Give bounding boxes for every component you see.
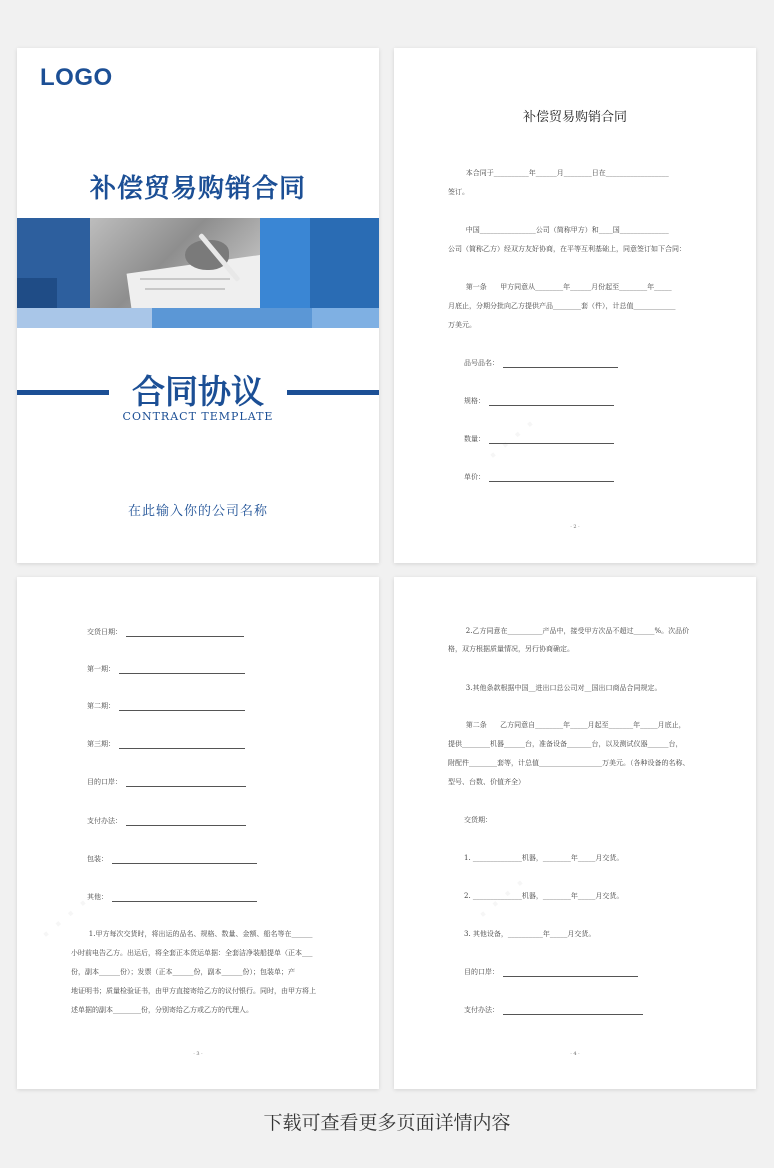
delivery-item-1: 1. ______________机器，________年_____月交货。: [464, 854, 624, 862]
field-phase-3: 第三期：: [87, 739, 245, 749]
writing-hand-photo: [90, 218, 260, 308]
footer-caption: 下载可查看更多页面详情内容: [263, 1112, 511, 1134]
cover-banner: [17, 218, 379, 328]
cover-page: [17, 48, 379, 563]
contract-page-3: [17, 577, 379, 1089]
text-line: 述单据的副本________份，分别寄给乙方或乙方的代理人。: [71, 1006, 253, 1014]
text-line: 万美元。: [448, 321, 476, 329]
field-destination-port: 目的口岸：: [87, 777, 246, 787]
text-line: 第一条 甲方同意从________年______月份起至________年_____: [448, 283, 672, 291]
text-line: 签订。: [448, 188, 469, 196]
text-line: 月底止，分期分批向乙方提供产品________套（件），计总值____________: [448, 302, 676, 310]
field-phase-2: 第二期：: [87, 701, 245, 711]
text-line: 份，副本______份）；发票（正本______份，副本______份）；包装单；产: [71, 968, 295, 976]
subtitle: 合同协议: [132, 372, 264, 411]
field-unit-price: 单价：: [464, 472, 614, 482]
text-line: 附配件________套等，计总值__________________万美元。（各种设备的名称、: [448, 759, 690, 767]
text-line: 地证明书；质量检验证书，由甲方直接寄给乙方的议付银行。同时，由甲方将上: [71, 987, 316, 995]
delivery-item-2: 2. ______________机器，________年_____月交货。: [464, 892, 624, 900]
page-number: · 4 ·: [570, 1051, 580, 1057]
field-product-name: 品号品名：: [464, 358, 618, 368]
text-line: 第二条 乙方同意自________年_____月起至_______年_____月底止，: [448, 721, 686, 729]
contract-page-2: [394, 48, 756, 563]
text-line: 1.甲方每次交货时，将出运的品名、规格、数量、金额、船名等在______: [71, 930, 313, 938]
delivery-item-3: 3. 其他设备，__________年_____月交货。: [464, 930, 596, 938]
contract-page-4: [394, 577, 756, 1089]
text-line: 提供________机器______台，准备设备_______台，以及测试仪器______台，: [448, 740, 683, 748]
cover-title: 补偿贸易购销合同: [89, 174, 306, 204]
text-line: 型号、台数、价值齐全）: [448, 778, 525, 786]
text-line: 中国________________公司（简称甲方）和____国______________: [448, 226, 669, 234]
text-line: 公司（简称乙方）经双方友好协商，在平等互利基础上，同意签订如下合同：: [448, 245, 686, 253]
text-line: 2.乙方同意在__________产品中，接受甲方次品不超过______%。次品价: [448, 627, 690, 635]
field-quantity: 数量：: [464, 434, 614, 444]
field-payment-method: 支付办法：: [464, 1005, 643, 1015]
text-line: 本合同于__________年______月________日在__________________: [448, 169, 669, 177]
text-line: 3.其他条款根据中国__进出口总公司对__国出口商品合同规定。: [448, 684, 662, 692]
page-number: · 3 ·: [193, 1051, 203, 1057]
contract-title: 补偿贸易购销合同: [522, 110, 627, 125]
logo: LOGO: [40, 64, 113, 91]
field-spec: 规格：: [464, 396, 614, 406]
delivery-label: 交货期：: [464, 816, 492, 824]
field-payment-method: 支付办法：: [87, 816, 246, 826]
field-other: 其他：: [87, 892, 257, 902]
field-phase-1: 第一期：: [87, 664, 245, 674]
field-destination-port: 目的口岸：: [464, 967, 638, 977]
company-name: 在此输入你的公司名称: [127, 504, 268, 519]
text-line: 格，双方根据质量情况，另行协商确定。: [448, 645, 574, 653]
text-line: 小时前电告乙方。出运后，将全套正本货运单据：全套洁净装船提单（正本___: [71, 949, 313, 957]
page-number: · 2 ·: [570, 524, 580, 530]
subtitle-english: CONTRACT TEMPLATE: [122, 410, 274, 423]
field-packaging: 包装：: [87, 854, 257, 864]
field-delivery-date: 交货日期：: [87, 627, 244, 637]
